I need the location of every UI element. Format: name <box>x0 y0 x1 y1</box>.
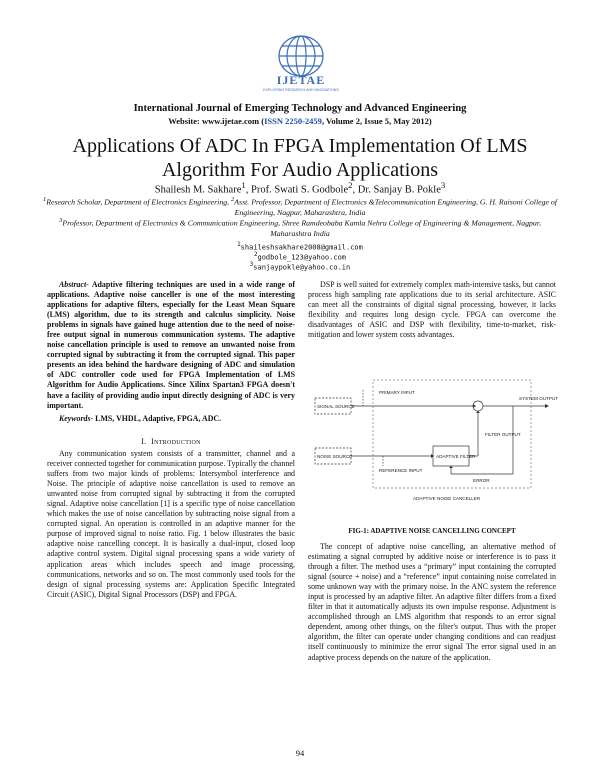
fig-label-filter-output: FILTER OUTPUT <box>485 432 521 437</box>
keywords: Keywords- LMS, VHDL, Adaptive, FPGA, ADC. <box>59 414 222 423</box>
section-heading-introduction: I. Introduction <box>141 437 201 446</box>
fig-label-title: ADAPTIVE NOISE CANCELLER <box>413 496 481 501</box>
fig-label-reference-input: REFERENCE INPUT <box>379 468 423 473</box>
anc-block-diagram <box>313 370 559 520</box>
introduction-text: Any communication system consists of a transmitter, channel and a receiver connected together for communication purpose. Typically the channel suffers from two major kinds of problems: Intersymbol interference and Noise. The principle of adaptive noise cancellation is used to remove an unwanted noise from corrupted signal by subtracting it from the corrupted signal. Adaptive noise cancellation [1] is a specific type of noise cancellation which makes the use of noise cancellation by subtracting noise signal from a corrupted signal. An operation is controlled in an adaptive manner for the purpose of improved signal to noise ratio. Fig. 1 below illustrates the basic adaptive noise cancelling concept. It is basically a dual-input, closed loop adaptive control system. Digital signal processing spans a wide variety of application areas which includes speech and image processing, communications, networks and so on. The most commonly used tools for the design of signal processing systems are: Application Specific Integrated Circuit (ASIC), Digital Signal Processors (DSP) and FPGA. <box>47 449 295 599</box>
paper-title: Applications Of ADC In FPGA Implementation Of LMS Algorithm For Audio Applications <box>72 135 528 181</box>
email-2[interactable]: $^2$godbole_123@yahoo.com <box>253 252 347 262</box>
fig-label-signal-source: SIGNAL SOURCE <box>317 404 355 409</box>
logo-name: IJETAE <box>276 73 326 87</box>
journal-name: International Journal of Emerging Technology and Advanced Engineering <box>133 103 467 114</box>
figure-caption: FIG-1: ADAPTIVE NOISE CANCELLING CONCEPT <box>348 527 516 535</box>
affiliation-1-2: $^1$Research Scholar, Department of Electronics Engineering, $^2$Asst. Professor, Department of Electronics &Telecommunication Engineering, G. H. Raisoni College of Engineering, Nagpur, Maharashtra, India <box>43 196 557 217</box>
issn: ISSN 2250-2459 <box>264 116 322 126</box>
email-3[interactable]: $^3$sanjaypokle@yahoo.co.in <box>249 262 351 272</box>
email-1[interactable]: $^1$shaileshsakhare2008@gmail.com <box>237 242 363 252</box>
author-3: Dr. Sanjay B. Pokle <box>357 184 441 196</box>
fig-label-noise-source: NOISE SOURCE <box>317 454 353 459</box>
journal-logo <box>258 32 344 94</box>
fig-label-system-output: SYSTEM OUTPUT <box>519 396 559 401</box>
right-column-text-1: DSP is well suited for extremely complex math-intensive tasks, but cannot process high sampling rate applications due to its serial architecture. ASIC can meet all the constraints of digital signal processing, however, it lacks flexibility and requires long design cycle. FPGA can overcome the disadvantages of ASIC and DSP with flexibility, time-to-market, risk-mitigation and lower system costs advantages. <box>308 280 556 340</box>
affiliation-3: $^3$Professor, Department of Electronics & Communication Engineering, Shree Ramdeobaba Kamla Nehru College of Engineering & Management, Nagpur, Maharashtra India <box>59 217 541 238</box>
abstract: Abstract- Adaptive filtering techniques are used in a wide range of applications. Adaptive noise canceller is one of the most interesting applications for adaptive filters, especially for the Least Mean Square (LMS) algorithm, due to its strength and calculus simplicity. Noise problems in signals have gained huge attention due to the need of noise-free output signal in numerous communication systems. The adaptive noise cancellation principle is used to remove an unwanted noise from corrupted signal by subtracting it from the corrupted signal. This paper presents an idea behind the hardware designing of ADC and simulation of ADC controller code used for FPGA Implementation of LMS Algorithm for Audio Applications. Since Xilinx Spartan3 FPGA doesn't have a facility of providing audio input directly designing of ADC is very important. <box>47 280 295 410</box>
journal-website: Website: www.ijetae.com (ISSN 2250-2459, Volume 2, Issue 5, May 2012) <box>168 116 432 126</box>
author-2: Prof. Swati S. Godbole <box>251 184 349 196</box>
fig-label-primary-input: PRIMARY INPUT <box>379 390 415 395</box>
logo-tagline: EXPLORING RESEARCH AND INNOVATIONS <box>263 88 339 92</box>
right-column-text-2: The concept of adaptive noise cancelling, an alternative method of estimating a signal corrupted by additive noise or interference is to pass it through a filter. The method uses a “primary” input containing the corrupted signal (source + noise) and a “reference” input containing noise correlated in some unknown way with the primary noise. In the ANC system the reference input is processed by an adaptive filter. An adaptive filter differs from a fixed filter in that it automatically adjusts its own impulse response. Adjustment is accomplished through an LMS algorithm that responds to an error signal dependent, among other things, on the filter's output. Thus with the proper algorithm, the filter can operate under changing conditions and can readjust itself continuously to minimize the error signal The error signal used in an adaptive process depends on the nature of the application. <box>308 542 556 662</box>
author-1: Shailesh M. Sakhare <box>154 184 242 196</box>
fig-label-adaptive-filter: ADAPTIVE FILTER <box>436 454 476 459</box>
author-list: Shailesh M. Sakhare$^1$, Prof. Swati S. Godbole$^2$, Dr. Sanjay B. Pokle$^3$ <box>154 180 446 196</box>
page-number: 94 <box>295 748 305 758</box>
fig-label-error: ERROR <box>473 478 490 483</box>
